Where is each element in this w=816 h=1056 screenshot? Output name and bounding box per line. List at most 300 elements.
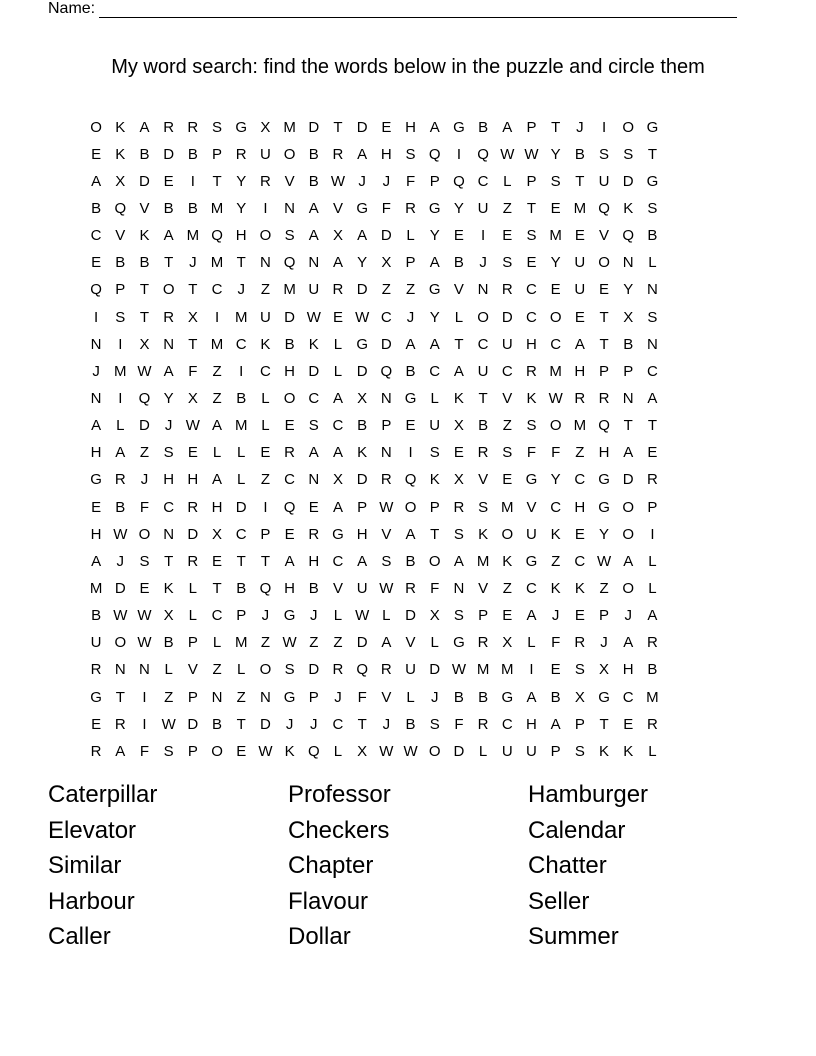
- puzzle-letter[interactable]: P: [187, 688, 198, 706]
- puzzle-letter[interactable]: V: [599, 227, 610, 245]
- puzzle-letter[interactable]: K: [550, 579, 561, 597]
- puzzle-letter[interactable]: D: [308, 661, 320, 679]
- puzzle-letter[interactable]: E: [260, 444, 271, 462]
- puzzle-letter[interactable]: H: [308, 552, 320, 570]
- puzzle-letter[interactable]: V: [332, 199, 343, 217]
- puzzle-letter[interactable]: B: [139, 145, 150, 163]
- puzzle-letter[interactable]: M: [501, 498, 514, 516]
- puzzle-letter[interactable]: E: [212, 552, 223, 570]
- puzzle-letter[interactable]: Y: [550, 145, 561, 163]
- puzzle-letter[interactable]: X: [599, 661, 610, 679]
- puzzle-letter[interactable]: A: [381, 634, 392, 652]
- puzzle-letter[interactable]: V: [381, 525, 392, 543]
- puzzle-letter[interactable]: Y: [236, 172, 247, 190]
- puzzle-letter[interactable]: I: [529, 661, 534, 679]
- puzzle-letter[interactable]: L: [382, 607, 391, 625]
- puzzle-letter[interactable]: X: [187, 389, 198, 407]
- puzzle-letter[interactable]: T: [115, 688, 125, 706]
- puzzle-letter[interactable]: U: [501, 335, 513, 353]
- puzzle-letter[interactable]: A: [429, 254, 440, 272]
- puzzle-letter[interactable]: E: [453, 227, 464, 245]
- puzzle-letter[interactable]: L: [212, 634, 222, 652]
- puzzle-letter[interactable]: Q: [477, 145, 489, 163]
- puzzle-letter[interactable]: Z: [551, 552, 561, 570]
- puzzle-letter[interactable]: E: [550, 199, 561, 217]
- puzzle-letter[interactable]: V: [115, 227, 126, 245]
- puzzle-letter[interactable]: J: [406, 308, 415, 326]
- puzzle-letter[interactable]: E: [91, 254, 102, 272]
- puzzle-letter[interactable]: S: [115, 308, 126, 326]
- puzzle-letter[interactable]: T: [599, 308, 609, 326]
- puzzle-letter[interactable]: F: [430, 579, 440, 597]
- puzzle-letter[interactable]: K: [308, 335, 319, 353]
- puzzle-letter[interactable]: G: [90, 471, 102, 489]
- puzzle-letter[interactable]: Q: [283, 498, 296, 516]
- puzzle-letter[interactable]: E: [139, 579, 150, 597]
- puzzle-letter[interactable]: T: [647, 145, 657, 163]
- puzzle-letter[interactable]: G: [598, 498, 610, 516]
- puzzle-letter[interactable]: L: [648, 579, 657, 597]
- puzzle-letter[interactable]: M: [476, 661, 490, 679]
- puzzle-letter[interactable]: E: [599, 281, 610, 299]
- puzzle-letter[interactable]: F: [526, 444, 537, 462]
- puzzle-letter[interactable]: H: [163, 471, 175, 489]
- puzzle-letter[interactable]: E: [550, 281, 561, 299]
- puzzle-letter[interactable]: A: [115, 742, 126, 760]
- puzzle-letter[interactable]: O: [259, 661, 272, 679]
- puzzle-letter[interactable]: F: [139, 742, 150, 760]
- puzzle-letter[interactable]: R: [187, 552, 199, 570]
- puzzle-letter[interactable]: D: [308, 362, 320, 380]
- puzzle-letter[interactable]: B: [236, 579, 247, 597]
- puzzle-letter[interactable]: A: [429, 335, 440, 353]
- puzzle-letter[interactable]: H: [405, 118, 416, 136]
- puzzle-letter[interactable]: B: [478, 118, 489, 136]
- puzzle-letter[interactable]: P: [260, 525, 271, 543]
- puzzle-letter[interactable]: D: [622, 471, 634, 489]
- puzzle-letter[interactable]: B: [284, 335, 295, 353]
- puzzle-letter[interactable]: A: [308, 227, 319, 245]
- puzzle-letter[interactable]: H: [598, 444, 610, 462]
- puzzle-letter[interactable]: I: [456, 145, 461, 163]
- puzzle-letter[interactable]: Y: [599, 525, 610, 543]
- puzzle-letter[interactable]: O: [138, 525, 151, 543]
- puzzle-letter[interactable]: E: [91, 145, 102, 163]
- puzzle-letter[interactable]: M: [549, 362, 562, 380]
- puzzle-letter[interactable]: N: [646, 335, 658, 353]
- puzzle-letter[interactable]: S: [647, 308, 658, 326]
- puzzle-letter[interactable]: S: [405, 145, 416, 163]
- puzzle-letter[interactable]: V: [453, 281, 464, 299]
- puzzle-letter[interactable]: L: [430, 389, 439, 407]
- puzzle-letter[interactable]: X: [139, 335, 150, 353]
- puzzle-letter[interactable]: X: [574, 688, 585, 706]
- puzzle-letter[interactable]: B: [405, 552, 416, 570]
- puzzle-letter[interactable]: R: [477, 634, 489, 652]
- puzzle-letter[interactable]: O: [114, 634, 127, 652]
- puzzle-letter[interactable]: T: [575, 172, 585, 190]
- puzzle-letter[interactable]: G: [283, 688, 296, 706]
- puzzle-letter[interactable]: A: [623, 444, 634, 462]
- puzzle-letter[interactable]: S: [574, 742, 585, 760]
- puzzle-letter[interactable]: I: [118, 335, 123, 353]
- puzzle-letter[interactable]: E: [163, 172, 174, 190]
- puzzle-letter[interactable]: L: [406, 688, 415, 706]
- puzzle-letter[interactable]: C: [574, 552, 586, 570]
- puzzle-letter[interactable]: E: [308, 498, 319, 516]
- puzzle-letter[interactable]: E: [623, 715, 634, 733]
- puzzle-letter[interactable]: W: [113, 607, 128, 625]
- puzzle-letter[interactable]: T: [260, 552, 270, 570]
- puzzle-letter[interactable]: C: [526, 308, 537, 326]
- puzzle-letter[interactable]: V: [187, 661, 198, 679]
- puzzle-letter[interactable]: A: [647, 607, 658, 625]
- puzzle-letter[interactable]: B: [453, 688, 464, 706]
- puzzle-letter[interactable]: D: [405, 607, 416, 625]
- puzzle-letter[interactable]: W: [355, 607, 370, 625]
- puzzle-letter[interactable]: Q: [598, 417, 610, 435]
- puzzle-letter[interactable]: P: [478, 607, 489, 625]
- puzzle-letter[interactable]: A: [453, 552, 464, 570]
- puzzle-letter[interactable]: E: [550, 661, 561, 679]
- puzzle-letter[interactable]: Q: [259, 579, 272, 597]
- puzzle-letter[interactable]: Y: [623, 281, 634, 299]
- puzzle-letter[interactable]: H: [284, 579, 296, 597]
- puzzle-letter[interactable]: W: [185, 417, 200, 435]
- puzzle-letter[interactable]: T: [212, 172, 222, 190]
- puzzle-letter[interactable]: K: [574, 579, 585, 597]
- puzzle-letter[interactable]: Z: [212, 661, 222, 679]
- puzzle-letter[interactable]: A: [550, 715, 561, 733]
- puzzle-letter[interactable]: B: [308, 172, 319, 190]
- puzzle-letter[interactable]: J: [576, 118, 584, 136]
- puzzle-letter[interactable]: T: [599, 715, 609, 733]
- puzzle-letter[interactable]: C: [332, 552, 344, 570]
- puzzle-letter[interactable]: G: [90, 688, 102, 706]
- puzzle-letter[interactable]: S: [453, 525, 464, 543]
- puzzle-letter[interactable]: M: [501, 661, 514, 679]
- puzzle-letter[interactable]: S: [212, 118, 223, 136]
- puzzle-letter[interactable]: C: [574, 471, 586, 489]
- puzzle-letter[interactable]: Z: [139, 444, 150, 462]
- puzzle-letter[interactable]: Q: [622, 227, 635, 245]
- puzzle-letter[interactable]: N: [477, 281, 489, 299]
- puzzle-letter[interactable]: P: [526, 172, 537, 190]
- puzzle-letter[interactable]: D: [380, 227, 392, 245]
- puzzle-letter[interactable]: O: [211, 742, 223, 760]
- puzzle-letter[interactable]: M: [114, 362, 127, 380]
- puzzle-letter[interactable]: R: [477, 715, 489, 733]
- puzzle-letter[interactable]: N: [90, 389, 102, 407]
- puzzle-letter[interactable]: A: [405, 335, 416, 353]
- puzzle-letter[interactable]: R: [235, 145, 247, 163]
- puzzle-letter[interactable]: R: [163, 308, 175, 326]
- puzzle-letter[interactable]: B: [478, 417, 489, 435]
- puzzle-letter[interactable]: T: [647, 417, 657, 435]
- puzzle-letter[interactable]: W: [403, 742, 418, 760]
- puzzle-letter[interactable]: X: [332, 471, 343, 489]
- puzzle-letter[interactable]: J: [430, 688, 439, 706]
- puzzle-letter[interactable]: K: [599, 742, 610, 760]
- puzzle-letter[interactable]: J: [334, 688, 342, 706]
- puzzle-letter[interactable]: N: [622, 389, 634, 407]
- puzzle-letter[interactable]: A: [623, 634, 634, 652]
- puzzle-letter[interactable]: J: [358, 172, 366, 190]
- puzzle-letter[interactable]: W: [137, 362, 152, 380]
- puzzle-letter[interactable]: W: [330, 172, 346, 190]
- puzzle-letter[interactable]: X: [502, 634, 513, 652]
- puzzle-letter[interactable]: T: [551, 118, 561, 136]
- puzzle-letter[interactable]: W: [379, 742, 394, 760]
- puzzle-letter[interactable]: C: [332, 417, 344, 435]
- puzzle-letter[interactable]: U: [308, 281, 320, 299]
- puzzle-letter[interactable]: G: [235, 118, 248, 136]
- puzzle-letter[interactable]: E: [187, 444, 198, 462]
- puzzle-letter[interactable]: I: [408, 444, 413, 462]
- puzzle-letter[interactable]: S: [429, 444, 440, 462]
- puzzle-letter[interactable]: L: [503, 172, 512, 190]
- puzzle-letter[interactable]: J: [164, 417, 173, 435]
- puzzle-letter[interactable]: I: [650, 525, 655, 543]
- puzzle-letter[interactable]: L: [164, 661, 173, 679]
- puzzle-letter[interactable]: D: [284, 308, 296, 326]
- puzzle-letter[interactable]: P: [623, 362, 634, 380]
- puzzle-letter[interactable]: M: [646, 688, 659, 706]
- puzzle-letter[interactable]: T: [236, 254, 246, 272]
- puzzle-letter[interactable]: K: [623, 742, 634, 760]
- puzzle-letter[interactable]: R: [646, 715, 658, 733]
- puzzle-letter[interactable]: K: [357, 444, 368, 462]
- puzzle-letter[interactable]: L: [237, 661, 246, 679]
- puzzle-letter[interactable]: Z: [236, 688, 246, 706]
- puzzle-letter[interactable]: P: [236, 607, 247, 625]
- puzzle-letter[interactable]: B: [453, 254, 464, 272]
- puzzle-letter[interactable]: Z: [260, 634, 270, 652]
- puzzle-letter[interactable]: L: [188, 607, 198, 625]
- puzzle-letter[interactable]: J: [479, 254, 487, 272]
- puzzle-letter[interactable]: O: [283, 389, 296, 407]
- puzzle-letter[interactable]: B: [187, 199, 198, 217]
- puzzle-letter[interactable]: R: [90, 742, 102, 760]
- puzzle-letter[interactable]: X: [453, 471, 464, 489]
- puzzle-letter[interactable]: Z: [164, 688, 174, 706]
- puzzle-letter[interactable]: A: [163, 362, 174, 380]
- puzzle-letter[interactable]: B: [647, 227, 658, 245]
- puzzle-letter[interactable]: K: [550, 525, 561, 543]
- puzzle-letter[interactable]: W: [258, 742, 273, 760]
- puzzle-letter[interactable]: T: [164, 254, 174, 272]
- puzzle-letter[interactable]: C: [526, 579, 537, 597]
- puzzle-letter[interactable]: V: [381, 688, 392, 706]
- puzzle-letter[interactable]: O: [622, 579, 635, 597]
- puzzle-letter[interactable]: H: [235, 227, 247, 245]
- puzzle-letter[interactable]: F: [551, 444, 561, 462]
- puzzle-letter[interactable]: B: [308, 145, 319, 163]
- puzzle-letter[interactable]: A: [212, 471, 223, 489]
- puzzle-letter[interactable]: Q: [404, 471, 417, 489]
- puzzle-letter[interactable]: J: [92, 362, 100, 380]
- puzzle-letter[interactable]: L: [333, 362, 343, 380]
- puzzle-letter[interactable]: S: [647, 199, 658, 217]
- puzzle-letter[interactable]: J: [551, 607, 560, 625]
- puzzle-letter[interactable]: N: [90, 335, 102, 353]
- puzzle-letter[interactable]: C: [90, 227, 102, 245]
- puzzle-letter[interactable]: Q: [211, 227, 223, 245]
- puzzle-letter[interactable]: P: [574, 715, 585, 733]
- puzzle-letter[interactable]: G: [356, 335, 368, 353]
- puzzle-letter[interactable]: A: [453, 362, 464, 380]
- puzzle-letter[interactable]: A: [405, 525, 416, 543]
- puzzle-letter[interactable]: F: [188, 362, 198, 380]
- puzzle-letter[interactable]: C: [550, 335, 562, 353]
- puzzle-letter[interactable]: J: [310, 715, 318, 733]
- puzzle-letter[interactable]: D: [356, 281, 368, 299]
- puzzle-letter[interactable]: R: [114, 471, 126, 489]
- puzzle-letter[interactable]: J: [140, 471, 149, 489]
- puzzle-letter[interactable]: A: [308, 199, 319, 217]
- puzzle-letter[interactable]: H: [211, 498, 223, 516]
- puzzle-letter[interactable]: C: [308, 389, 320, 407]
- puzzle-letter[interactable]: U: [574, 254, 586, 272]
- puzzle-letter[interactable]: U: [405, 661, 416, 679]
- puzzle-letter[interactable]: C: [380, 308, 392, 326]
- puzzle-letter[interactable]: G: [646, 118, 659, 136]
- puzzle-letter[interactable]: X: [212, 525, 223, 543]
- puzzle-letter[interactable]: V: [526, 498, 537, 516]
- puzzle-letter[interactable]: Q: [428, 145, 441, 163]
- puzzle-letter[interactable]: R: [259, 172, 271, 190]
- puzzle-letter[interactable]: D: [187, 715, 199, 733]
- puzzle-letter[interactable]: O: [90, 118, 102, 136]
- puzzle-letter[interactable]: M: [283, 281, 296, 299]
- puzzle-letter[interactable]: R: [477, 444, 489, 462]
- puzzle-letter[interactable]: M: [210, 335, 224, 353]
- puzzle-letter[interactable]: Z: [599, 579, 609, 597]
- puzzle-letter[interactable]: X: [187, 308, 198, 326]
- puzzle-letter[interactable]: Z: [260, 281, 270, 299]
- puzzle-letter[interactable]: F: [357, 688, 367, 706]
- puzzle-letter[interactable]: Z: [333, 634, 343, 652]
- puzzle-letter[interactable]: A: [357, 227, 368, 245]
- puzzle-letter[interactable]: G: [428, 199, 441, 217]
- puzzle-letter[interactable]: B: [236, 389, 247, 407]
- puzzle-letter[interactable]: Z: [212, 389, 222, 407]
- puzzle-letter[interactable]: Z: [260, 471, 270, 489]
- puzzle-letter[interactable]: X: [381, 254, 392, 272]
- puzzle-letter[interactable]: F: [551, 634, 561, 652]
- puzzle-letter[interactable]: L: [333, 742, 343, 760]
- puzzle-letter[interactable]: K: [502, 552, 513, 570]
- puzzle-letter[interactable]: A: [308, 444, 319, 462]
- puzzle-letter[interactable]: L: [430, 634, 439, 652]
- puzzle-letter[interactable]: R: [332, 661, 344, 679]
- puzzle-letter[interactable]: W: [306, 308, 321, 326]
- puzzle-letter[interactable]: B: [550, 688, 561, 706]
- puzzle-letter[interactable]: H: [526, 715, 537, 733]
- puzzle-letter[interactable]: V: [139, 199, 150, 217]
- puzzle-letter[interactable]: G: [428, 281, 441, 299]
- puzzle-letter[interactable]: P: [115, 281, 126, 299]
- puzzle-letter[interactable]: V: [478, 579, 489, 597]
- puzzle-letter[interactable]: D: [453, 742, 465, 760]
- puzzle-letter[interactable]: N: [211, 688, 223, 706]
- puzzle-letter[interactable]: V: [284, 172, 295, 190]
- puzzle-letter[interactable]: C: [284, 471, 296, 489]
- puzzle-letter[interactable]: O: [549, 417, 562, 435]
- puzzle-letter[interactable]: R: [574, 389, 586, 407]
- puzzle-letter[interactable]: Q: [283, 254, 296, 272]
- puzzle-letter[interactable]: T: [236, 552, 246, 570]
- puzzle-letter[interactable]: C: [211, 281, 223, 299]
- puzzle-letter[interactable]: T: [212, 579, 222, 597]
- puzzle-letter[interactable]: L: [454, 308, 464, 326]
- puzzle-letter[interactable]: J: [624, 607, 632, 625]
- puzzle-letter[interactable]: S: [139, 552, 150, 570]
- puzzle-letter[interactable]: W: [137, 634, 152, 652]
- puzzle-letter[interactable]: H: [380, 145, 392, 163]
- puzzle-letter[interactable]: N: [453, 579, 465, 597]
- puzzle-letter[interactable]: B: [647, 661, 658, 679]
- puzzle-letter[interactable]: O: [283, 145, 296, 163]
- puzzle-letter[interactable]: A: [212, 417, 223, 435]
- puzzle-letter[interactable]: N: [163, 525, 175, 543]
- puzzle-letter[interactable]: R: [332, 145, 344, 163]
- puzzle-letter[interactable]: S: [623, 145, 634, 163]
- puzzle-letter[interactable]: D: [139, 417, 150, 435]
- puzzle-letter[interactable]: C: [332, 715, 344, 733]
- puzzle-letter[interactable]: I: [190, 172, 195, 190]
- puzzle-letter[interactable]: A: [526, 607, 537, 625]
- puzzle-letter[interactable]: S: [163, 742, 174, 760]
- puzzle-letter[interactable]: C: [211, 607, 223, 625]
- puzzle-letter[interactable]: R: [187, 118, 199, 136]
- puzzle-letter[interactable]: E: [453, 444, 464, 462]
- puzzle-letter[interactable]: C: [501, 715, 513, 733]
- puzzle-letter[interactable]: B: [115, 254, 126, 272]
- puzzle-letter[interactable]: A: [332, 254, 343, 272]
- puzzle-letter[interactable]: W: [161, 715, 176, 733]
- puzzle-letter[interactable]: M: [549, 227, 562, 245]
- puzzle-letter[interactable]: D: [429, 661, 441, 679]
- puzzle-letter[interactable]: Z: [502, 417, 512, 435]
- puzzle-letter[interactable]: A: [332, 498, 343, 516]
- puzzle-letter[interactable]: I: [601, 118, 607, 136]
- puzzle-letter[interactable]: L: [527, 634, 536, 652]
- puzzle-letter[interactable]: N: [163, 335, 175, 353]
- puzzle-letter[interactable]: W: [113, 525, 128, 543]
- puzzle-letter[interactable]: A: [91, 552, 102, 570]
- puzzle-letter[interactable]: K: [526, 389, 537, 407]
- puzzle-letter[interactable]: N: [259, 254, 271, 272]
- puzzle-letter[interactable]: P: [405, 254, 416, 272]
- puzzle-letter[interactable]: N: [114, 661, 126, 679]
- puzzle-letter[interactable]: X: [332, 227, 343, 245]
- puzzle-letter[interactable]: L: [333, 607, 343, 625]
- puzzle-letter[interactable]: Y: [550, 471, 561, 489]
- puzzle-letter[interactable]: O: [622, 525, 635, 543]
- puzzle-letter[interactable]: E: [574, 525, 585, 543]
- puzzle-letter[interactable]: E: [502, 607, 513, 625]
- puzzle-letter[interactable]: B: [91, 199, 102, 217]
- puzzle-letter[interactable]: O: [428, 742, 441, 760]
- name-underline[interactable]: [99, 3, 737, 18]
- puzzle-letter[interactable]: U: [598, 172, 610, 190]
- puzzle-letter[interactable]: B: [187, 145, 198, 163]
- puzzle-letter[interactable]: A: [332, 444, 343, 462]
- puzzle-letter[interactable]: C: [526, 281, 537, 299]
- puzzle-letter[interactable]: B: [163, 199, 174, 217]
- puzzle-letter[interactable]: R: [308, 525, 320, 543]
